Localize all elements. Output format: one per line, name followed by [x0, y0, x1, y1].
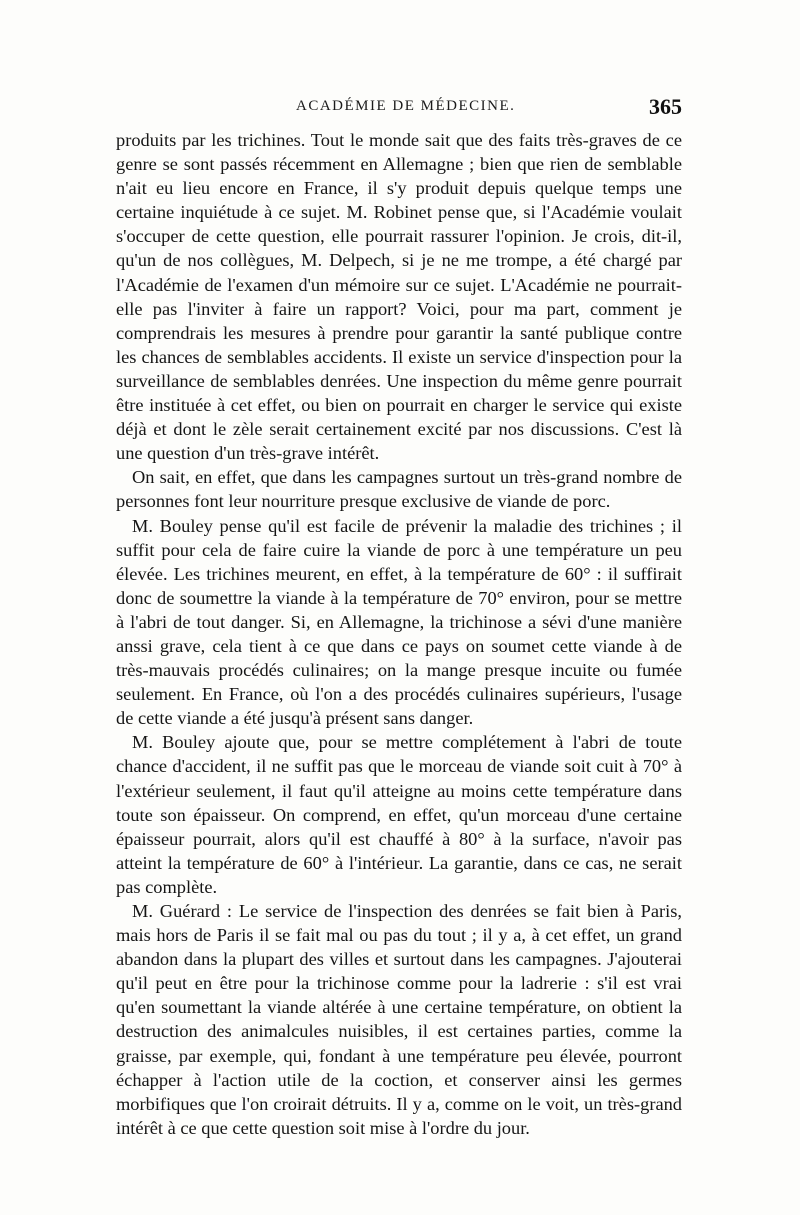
running-header [116, 94, 682, 124]
body-text [116, 128, 682, 1140]
paragraph: M. Bouley pense qu'il est facile de prévenir la maladie des trichines ; il suffit pour cela de faire cuire la viande de porc à une température un peu élevée. Les trichines meurent, en effet, à la température de 60° : il suffirait donc de soumettre la viande à la température de 70° environ, pour se mettre à l'abri de tout danger. Si, en Allemagne, la trichinose a sévi d'une manière anssi grave, cela tient à ce que dans ce pays on soumet cette viande à de très-mauvais procédés culinaires; on la mange presque incuite ou fumée seulement. En France, où l'on a des procédés culinaires supérieurs, l'usage de cette viande a été jusqu'à présent sans danger. [116, 515, 682, 729]
paragraph-continuation: produits par les trichines. Tout le monde sait que des faits très-graves de ce genre se sont passés récemment en Allemagne ; bien que rien de semblable n'ait eu lieu encore en France, il s'y produit depuis quelque temps une certaine inquiétude à ce sujet. M. Robinet pense que, si l'Académie voulait s'occuper de cette question, elle pourrait rassurer l'opinion. Je crois, dit-il, qu'un de nos collègues, M. Delpech, si je ne me trompe, a été chargé par l'Académie de l'examen d'un mémoire sur ce sujet. L'Académie ne pourrait-elle pas l'inviter à faire un rapport? Voici, pour ma part, comment je comprendrais les mesures à prendre pour garantir la santé publique contre les chances de semblables accidents. Il existe un service d'inspection pour la surveillance de semblables denrées. Une inspection du même genre pourrait être instituée à cet effet, ou bien on pourrait en charger le service qui existe déjà et dont le zèle serait certainement excité par nos discussions. C'est là une question d'un très-grave intérêt. [116, 130, 682, 464]
running-title: ACADÉMIE DE MÉDECINE. [296, 98, 516, 114]
paragraph: M. Bouley ajoute que, pour se mettre complétement à l'abri de toute chance d'accident, il ne suffit pas que le morceau de viande soit cuit à 70° à l'extérieur seulement, il faut qu'il atteigne au moins cette température dans toute son épaisseur. On comprend, en effet, qu'un morceau d'une certaine épaisseur pourrait, alors qu'il est chauffé à 80° à la surface, n'avoir pas atteint la température de 60° à l'intérieur. La garantie, dans ce cas, ne serait pas complète. [116, 732, 682, 897]
page-number: 365 [649, 94, 682, 119]
paragraph: On sait, en effet, que dans les campagnes surtout un très-grand nombre de personnes font leur nourriture presque exclusive de viande de porc. [116, 467, 682, 512]
paragraph: M. Guérard : Le service de l'inspection des denrées se fait bien à Paris, mais hors de Paris il se fait mal ou pas du tout ; il y a, à cet effet, un grand abandon dans la plupart des villes et surtout dans les campagnes. J'ajouterai qu'il peut en être pour la trichinose comme pour la ladrerie : s'il est vrai qu'en soumettant la viande altérée à une certaine température, on obtient la destruction des animalcules nuisibles, il est certaines parties, comme la graisse, par exemple, qui, fondant à une température peu élevée, pourront échapper à l'action utile de la coction, et conserver ainsi les germes morbifiques que l'on croirait détruits. Il y a, comme on le voit, un très-grand intérêt à ce que cette question soit mise à l'ordre du jour. [116, 901, 682, 1138]
